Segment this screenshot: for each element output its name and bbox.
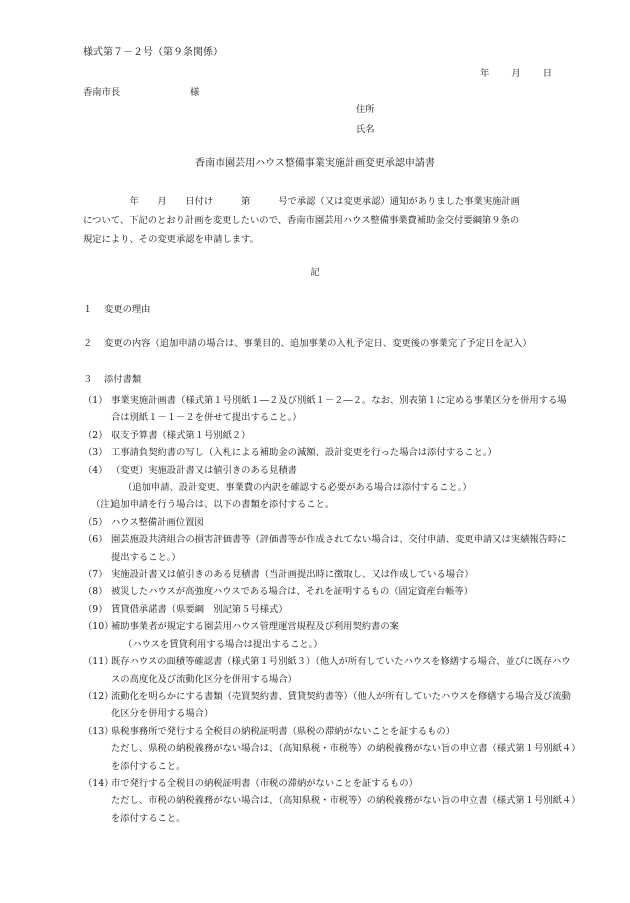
- section-number: ２: [83, 338, 93, 349]
- attachment-number: （7）: [83, 569, 108, 581]
- section-text: 添付書類: [103, 374, 142, 385]
- attachment-number: （11）: [83, 656, 114, 668]
- attachment-item: [83, 583, 563, 600]
- section-heading: [83, 374, 141, 386]
- attachment-item: [83, 775, 581, 827]
- attachment-number: （6）: [83, 534, 108, 546]
- attachment-text: [111, 775, 581, 827]
- body-line: 年 月 日付け 第 号で承認（又は変更承認）通知がありました事業実施計画: [83, 196, 520, 207]
- date-month-label: 月: [511, 68, 521, 79]
- attachment-line: 合は別紙１－１－２を併せて提出すること。）: [111, 412, 302, 424]
- attachment-item: [83, 723, 581, 775]
- attachment-item: [83, 601, 563, 618]
- attachment-text: [111, 496, 563, 513]
- attachment-line: 追加申請を行う場合は、以下の書類を添付すること。: [111, 499, 335, 511]
- attachment-line: （ハウスを賃貸利用する場合は提出すること。）: [123, 638, 323, 650]
- attachment-line: を添付すること。: [111, 760, 186, 772]
- attachment-item: [83, 462, 563, 497]
- attachment-item: [83, 653, 571, 688]
- attachment-line: 賃貸借承諾書（県要綱 別記第５号様式）: [111, 603, 288, 615]
- attachment-text: [111, 427, 563, 444]
- attachment-number: （注）: [91, 499, 119, 511]
- attachment-list: [83, 392, 581, 827]
- attachment-number: （14）: [83, 777, 114, 789]
- attachment-line: 提出すること。）: [111, 551, 181, 563]
- attachment-item: [83, 531, 567, 566]
- ki-heading: 記: [310, 267, 320, 278]
- attachment-item: [83, 444, 563, 461]
- section-heading: [83, 338, 532, 350]
- attachment-line: 既存ハウスの面積等確認書（様式第１号別紙３）（他人が所有していたハウスを修繕する場合、並びに既存ハウ: [111, 656, 571, 668]
- attachment-item: [83, 566, 563, 583]
- addressee-honorific: 様: [190, 87, 200, 98]
- attachment-item: [83, 514, 563, 531]
- date-line: [480, 68, 552, 80]
- attachment-text: [111, 653, 571, 688]
- attachment-text: [111, 688, 571, 723]
- attachment-number: （2）: [83, 429, 108, 441]
- attachment-text: [111, 462, 563, 497]
- attachment-line: 県税事務所で発行する全税目の納税証明書（県税の滞納がないことを証するもの）: [111, 725, 455, 737]
- attachment-number: （10）: [83, 621, 114, 633]
- form-number: 様式第７－２号（第９条関係）: [83, 47, 223, 58]
- attachment-line: 化区分を併用する場合）: [111, 708, 214, 720]
- date-day-label: 日: [542, 68, 552, 79]
- section-text: 変更の理由: [103, 304, 151, 315]
- attachment-line: 園芸施設共済組合の損害評価書等（評価書等が作成されてない場合は、交付申請、変更申請又は実績報告時に: [111, 534, 567, 546]
- attachment-number: （9）: [83, 603, 108, 615]
- addressee: 香南市長: [83, 87, 121, 98]
- attachment-line: 工事請負契約書の写し（入札による補助金の減額、設計変更を行った場合は添付すること。）: [111, 447, 497, 459]
- attachment-line: を添付すること。: [111, 812, 186, 824]
- attachment-line: ハウス整備計画位置図: [111, 516, 204, 528]
- date-year-label: 年: [480, 68, 490, 79]
- attachment-number: （13）: [83, 725, 114, 737]
- applicant-address-label: 住所: [356, 104, 375, 115]
- attachment-text: [111, 618, 563, 653]
- body-line: 規定により、その変更承認を申請します。: [83, 234, 259, 245]
- attachment-text: [111, 514, 563, 531]
- document-title: 香南市園芸用ハウス整備事業実施計画変更承認申請書: [195, 158, 435, 169]
- body-paragraph: [83, 192, 555, 249]
- attachment-line: （追加申請、設計変更、事業費の内訳を確認する必要がある場合は添付すること。）: [123, 482, 472, 494]
- attachment-text: [111, 531, 567, 566]
- section-heading: [83, 304, 150, 316]
- section-text: 変更の内容（追加申請の場合は、事業目的、追加事業の入札予定日、変更後の事業完了予定日を記入）: [103, 338, 532, 349]
- attachment-text: [111, 392, 567, 427]
- attachment-item: [83, 618, 563, 653]
- attachment-number: （4）: [83, 464, 108, 476]
- attachment-text: [111, 566, 563, 583]
- attachment-item: [83, 688, 571, 723]
- applicant-name-label: 氏名: [356, 124, 375, 135]
- attachment-number: （12）: [83, 690, 114, 702]
- attachment-line: （変更）実施設計書又は値引きのある見積書: [111, 464, 297, 476]
- attachment-line: 補助事業者が規定する園芸用ハウス管理運営規程及び利用契約書の案: [111, 621, 399, 633]
- attachment-line: 実施設計書又は値引きのある見積書（当計画提出時に徴取し、又は作成している場合）: [111, 569, 474, 581]
- attachment-item: [83, 392, 567, 427]
- attachment-line: 市で発行する全税目の納税証明書（市税の滞納がないことを証するもの）: [111, 777, 418, 789]
- attachment-text: [111, 444, 563, 461]
- attachment-number: （3）: [83, 447, 108, 459]
- attachment-item: [83, 427, 563, 444]
- attachment-line: 被災したハウスが高強度ハウスである場合は、それを証明するもの（固定資産台帳等）: [111, 586, 474, 598]
- body-line: について、下記のとおり計画を変更したいので、香南市園芸用ハウス整備事業費補助金交付要綱第９条の: [83, 215, 520, 226]
- section-number: １: [83, 304, 93, 315]
- attachment-number: （1）: [83, 395, 108, 406]
- attachment-note: [83, 496, 563, 513]
- attachment-line: 事業実施計画書（様式第１号別紙１―２及び別紙１－２―２。なお、別表第１に定める事業区分を併用する場: [111, 395, 567, 406]
- attachment-line: スの高度化及び流動化区分を併用する場合）: [111, 673, 297, 685]
- section-number: ３: [83, 374, 93, 385]
- attachment-text: [111, 583, 563, 600]
- attachment-number: （5）: [83, 516, 108, 528]
- attachment-text: [111, 723, 581, 775]
- attachment-text: [111, 601, 563, 618]
- attachment-line: ただし、県税の納税義務がない場合は、（高知県税・市税等）の納税義務がない旨の申立書（様式第１号別紙４）: [111, 743, 581, 755]
- attachment-line: 収支予算書（様式第１号別紙２）: [111, 429, 251, 441]
- attachment-line: ただし、市税の納税義務がない場合は、（高知県税・市税等）の納税義務がない旨の申立書（様式第１号別紙４）: [111, 795, 581, 807]
- attachment-number: （8）: [83, 586, 108, 598]
- attachment-line: 流動化を明らかにする書類（売買契約書、賃貸契約書等）（他人が所有していたハウスを修繕する場合及び流動: [111, 690, 571, 702]
